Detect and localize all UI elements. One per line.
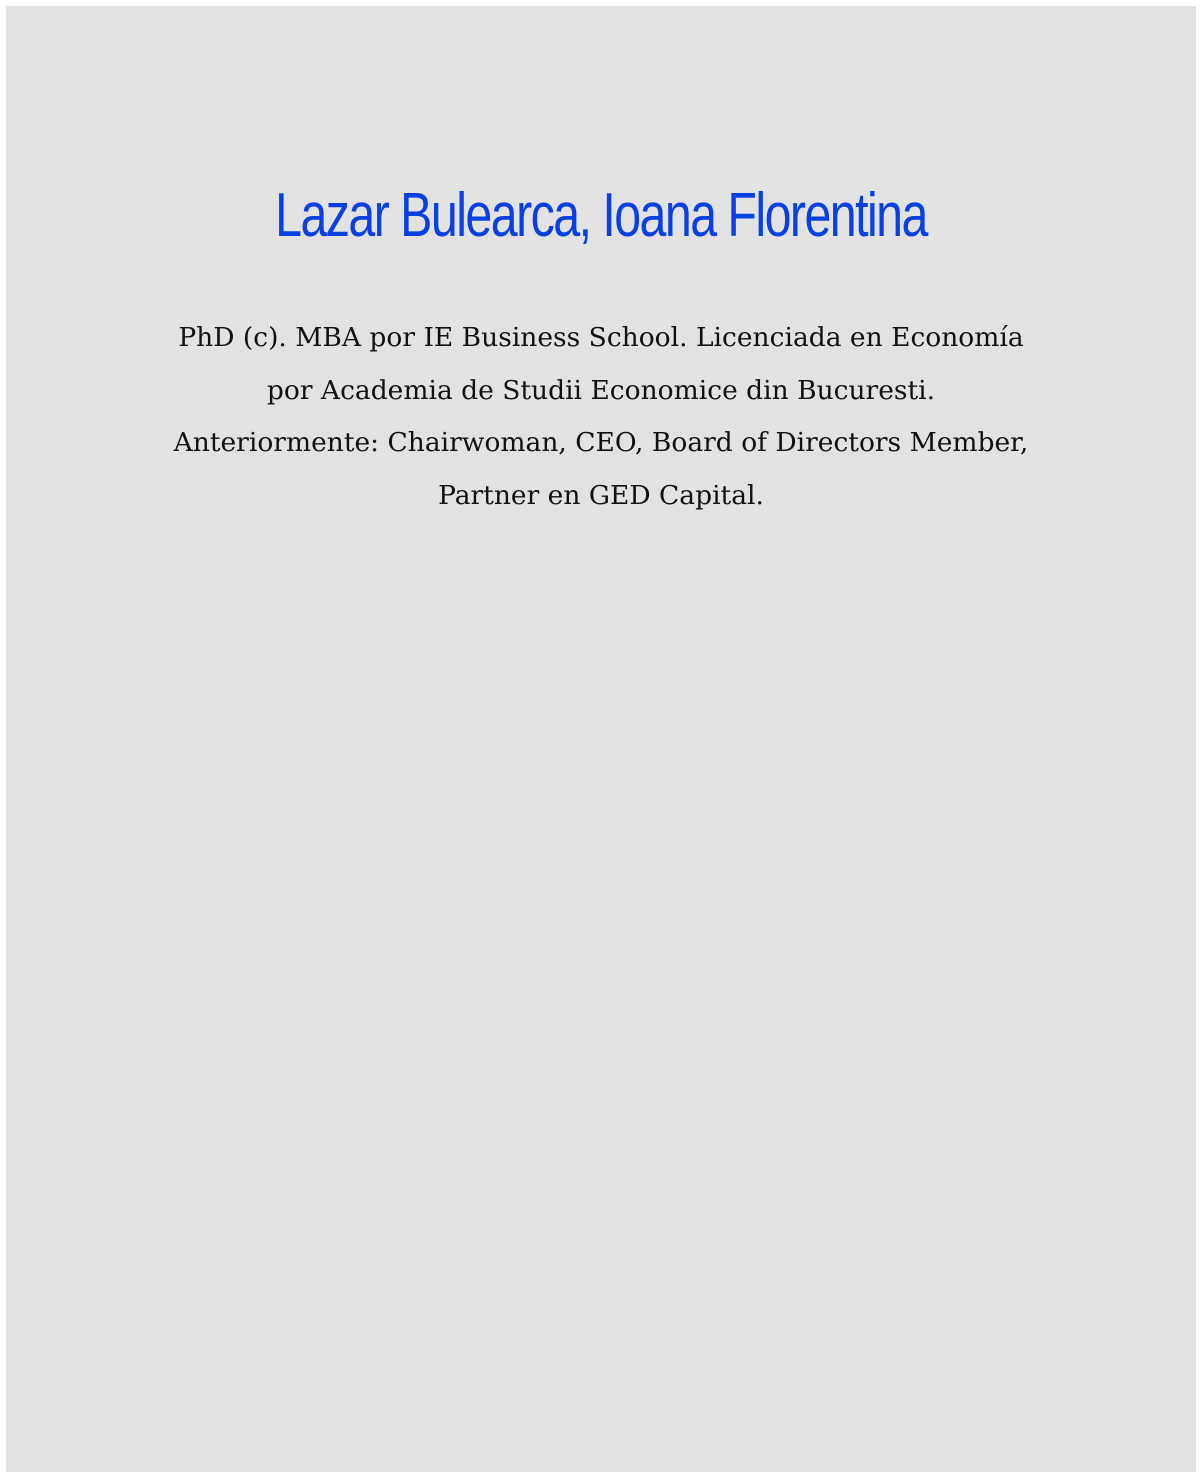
bio-line: Anteriormente: Chairwoman, CEO, Board of Directors Member, (173, 427, 1029, 458)
person-name: Lazar Bulearca, Ioana Florentina (275, 181, 927, 250)
profile-card (6, 6, 1196, 1472)
bio-line: Partner en GED Capital. (438, 479, 764, 511)
person-bio (66, 312, 1136, 522)
bio-line: por Academia de Studii Economice din Bucuresti. (266, 374, 936, 406)
bio-line: PhD (c). MBA por IE Business School. Licenciada en Economía (178, 322, 1024, 353)
